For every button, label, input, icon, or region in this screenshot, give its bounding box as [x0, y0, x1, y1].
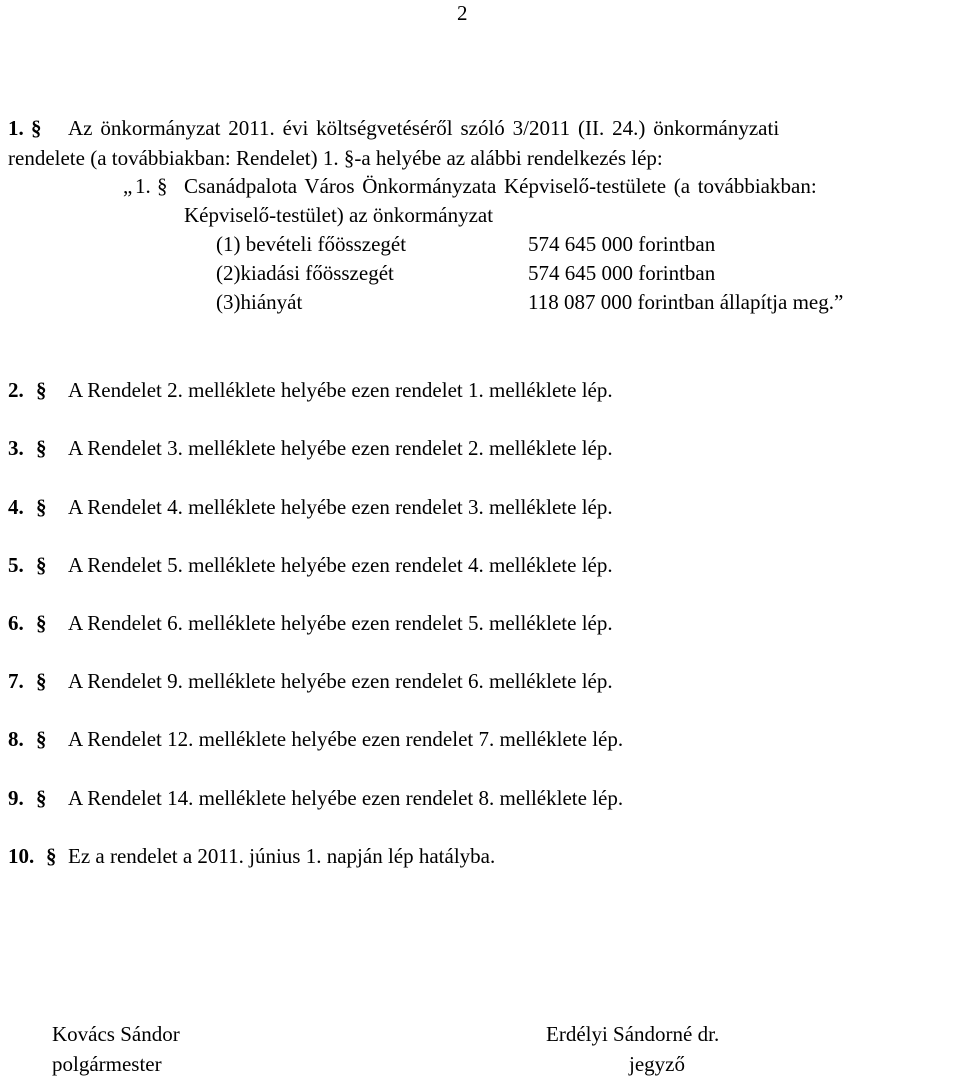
section-symbol: § — [36, 611, 47, 635]
section-number: 9. — [8, 786, 24, 810]
section-symbol: § — [36, 553, 47, 577]
section-symbol: § — [36, 669, 47, 693]
page-number: 2 — [457, 1, 468, 25]
section-number: 3. — [8, 436, 24, 460]
signatory-title: jegyző — [629, 1052, 685, 1076]
section-text: A Rendelet 9. melléklete helyébe ezen rendelet 6. melléklete lép. — [68, 669, 613, 693]
section-text-line: Csanádpalota Város Önkormányzata Képviselő-testülete (a továbbiakban: — [184, 174, 817, 198]
section-symbol: § — [46, 844, 57, 868]
section-text: Ez a rendelet a 2011. június 1. napján lép hatályba. — [68, 844, 496, 868]
section-number: 4. — [8, 495, 24, 519]
section-number: 7. — [8, 669, 24, 693]
budget-item-label: (1) bevételi főösszegét — [216, 232, 407, 256]
section-number: 6. — [8, 611, 24, 635]
section-text-line: Az önkormányzat 2011. évi költségvetéséről szóló 3/2011 (II. 24.) önkormányzati — [68, 116, 780, 140]
section-text: A Rendelet 12. melléklete helyébe ezen rendelet 7. melléklete lép. — [68, 727, 624, 751]
quote-open-mark: „ — [123, 174, 133, 198]
section-symbol: § — [36, 727, 47, 751]
section-text: A Rendelet 4. melléklete helyébe ezen rendelet 3. melléklete lép. — [68, 495, 613, 519]
section-text: A Rendelet 2. melléklete helyébe ezen rendelet 1. melléklete lép. — [68, 378, 613, 402]
section-symbol: § — [31, 116, 42, 140]
budget-item-label: (2)kiadási főösszegét — [216, 261, 394, 285]
section-symbol: § — [36, 378, 47, 402]
quoted-section-symbol: § — [157, 174, 168, 198]
signatory-name: Kovács Sándor — [52, 1022, 180, 1046]
budget-item-amount: 118 087 000 forintban állapítja meg.” — [528, 290, 844, 314]
section-text: A Rendelet 3. melléklete helyébe ezen rendelet 2. melléklete lép. — [68, 436, 613, 460]
budget-item-amount: 574 645 000 forintban — [528, 232, 716, 256]
section-number: 10. — [8, 844, 35, 868]
quoted-section-number: 1. — [135, 174, 151, 198]
section-number: 1. — [8, 116, 24, 140]
section-text-line: Képviselő-testület) az önkormányzat — [184, 203, 494, 227]
signatory-title: polgármester — [52, 1052, 162, 1076]
budget-item-amount: 574 645 000 forintban — [528, 261, 716, 285]
signatory-name: Erdélyi Sándorné dr. — [546, 1022, 720, 1046]
section-number: 2. — [8, 378, 24, 402]
section-text: A Rendelet 5. melléklete helyébe ezen rendelet 4. melléklete lép. — [68, 553, 613, 577]
section-text: A Rendelet 6. melléklete helyébe ezen rendelet 5. melléklete lép. — [68, 611, 613, 635]
section-text: A Rendelet 14. melléklete helyébe ezen rendelet 8. melléklete lép. — [68, 786, 624, 810]
budget-item-label: (3)hiányát — [216, 290, 303, 314]
section-symbol: § — [36, 495, 47, 519]
section-number: 8. — [8, 727, 24, 751]
section-symbol: § — [36, 436, 47, 460]
section-text-line: rendelete (a továbbiakban: Rendelet) 1. §-a helyébe az alábbi rendelkezés lép: — [8, 146, 663, 170]
section-symbol: § — [36, 786, 47, 810]
section-number: 5. — [8, 553, 24, 577]
